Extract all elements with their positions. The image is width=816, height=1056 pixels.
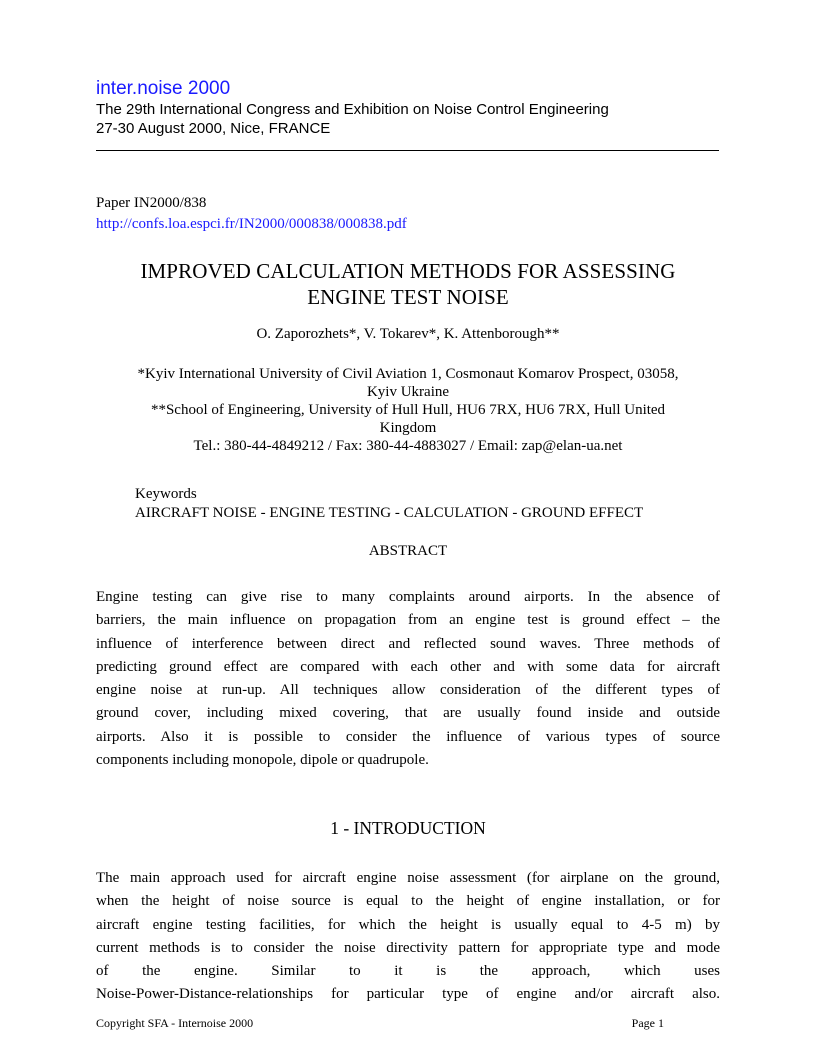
affiliation-line: **School of Engineering, University of Hull Hull, HU6 7RX, HU6 7RX, Hull United bbox=[150, 402, 666, 418]
text-line: aircraft engine testing facilities, for which the height is usually equal to 4-5 m) by bbox=[96, 916, 720, 933]
text-line: engine noise at run-up. All techniques allow consideration of the different types of bbox=[96, 682, 720, 699]
header-divider bbox=[96, 150, 719, 151]
conference-date-location: 27-30 August 2000, Nice, FRANCE bbox=[96, 120, 331, 137]
text-line: influence of interference between direct and reflected sound waves. Three methods of bbox=[96, 635, 720, 652]
keywords-value: AIRCRAFT NOISE - ENGINE TESTING - CALCULATION - GROUND EFFECT bbox=[135, 505, 644, 521]
abstract-heading: ABSTRACT bbox=[368, 543, 448, 559]
text-line: of the engine. Similar to it is the approach, which uses bbox=[96, 963, 720, 980]
paper-title bbox=[96, 258, 720, 310]
text-line: barriers, the main influence on propagation from an engine test is ground effect – the bbox=[96, 612, 720, 629]
text-line: Noise-Power-Distance-relationships for particular type of engine and/or aircraft also. bbox=[96, 986, 720, 1003]
text-line: ground cover, including mixed covering, that are usually found inside and outside bbox=[96, 705, 720, 722]
paper-url-link[interactable]: http://confs.loa.espci.fr/IN2000/000838/000838.pdf bbox=[96, 216, 407, 232]
introduction-heading: 1 - INTRODUCTION bbox=[330, 818, 486, 838]
text-line: components including monopole, dipole or quadrupole. bbox=[96, 752, 429, 769]
footer-page-number: Page 1 bbox=[631, 1016, 664, 1030]
affiliations bbox=[96, 365, 720, 455]
text-line: The main approach used for aircraft engine noise assessment (for airplane on the ground, bbox=[96, 870, 720, 886]
paper-reference bbox=[96, 193, 407, 235]
text-line: predicting ground effect are compared with each other and with some data for aircraft bbox=[96, 658, 720, 675]
conference-header bbox=[96, 78, 720, 138]
footer-copyright: Copyright SFA - Internoise 2000 bbox=[96, 1016, 254, 1030]
text-line: Engine testing can give rise to many complaints around airports. In the absence of bbox=[96, 589, 720, 605]
authors: O. Zaporozhets*, V. Tokarev*, K. Attenborough** bbox=[256, 326, 560, 342]
title-line-2: ENGINE TEST NOISE bbox=[307, 285, 509, 309]
affiliation-line: Kingdom bbox=[379, 420, 437, 436]
text-line: airports. Also it is possible to consider the influence of various types of source bbox=[96, 728, 720, 745]
title-line-1: IMPROVED CALCULATION METHODS FOR ASSESSING bbox=[140, 259, 676, 283]
keywords-block bbox=[135, 485, 725, 523]
text-line: when the height of noise source is equal to the height of engine installation, or for bbox=[96, 893, 720, 910]
conference-title: The 29th International Congress and Exhibition on Noise Control Engineering bbox=[96, 101, 609, 118]
abstract-paragraph bbox=[96, 586, 720, 772]
introduction-paragraph bbox=[96, 867, 720, 1007]
conference-name: inter.noise 2000 bbox=[96, 78, 231, 99]
affiliation-line: *Kyiv International University of Civil Aviation 1, Cosmonaut Komarov Prospect, 03058, bbox=[137, 366, 679, 382]
contact-line: Tel.: 380-44-4849212 / Fax: 380-44-4883027 / Email: zap@elan-ua.net bbox=[193, 438, 623, 454]
affiliation-line: Kyiv Ukraine bbox=[366, 384, 450, 400]
keywords-label: Keywords bbox=[135, 486, 197, 502]
paper-id: Paper IN2000/838 bbox=[96, 195, 207, 211]
text-line: current methods is to consider the noise directivity pattern for appropriate type and mode bbox=[96, 939, 720, 956]
